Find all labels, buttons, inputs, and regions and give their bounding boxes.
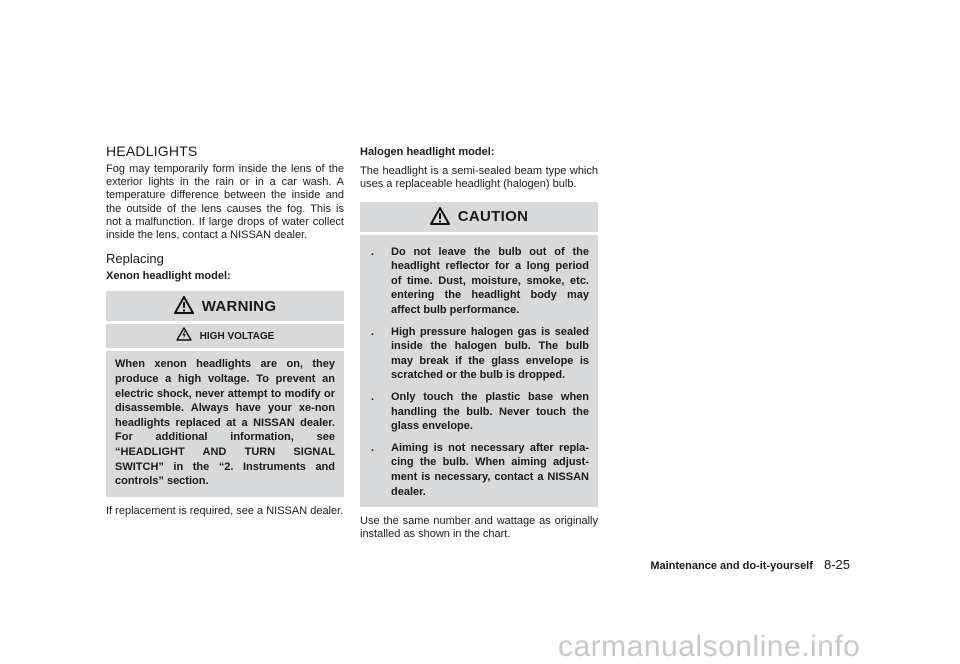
bullet: .: [371, 441, 375, 454]
caution-list: [369, 245, 589, 500]
halogen-intro: The headlight is a semi-sealed beam type which uses a replaceable headlight (halogen) bulb.: [360, 165, 598, 191]
caution-title: CAUTION: [457, 208, 529, 225]
caution-triangle-icon: [430, 207, 450, 227]
caution-item: . Only touch the plastic base when handling the bulb. Never touch the glass envelope.: [371, 390, 589, 433]
halogen-heading: Halogen headlight model:: [360, 146, 495, 158]
footer-section-title: Maintenance and do-it-yourself: [650, 560, 813, 572]
replacing-subheading: Replacing: [106, 251, 164, 267]
caution-item: . Aiming is not necessary after repla-cing the bulb. When aiming adjust-ment is necessary, contact a NISSAN dealer.: [371, 441, 589, 498]
right-column: [360, 140, 598, 542]
high-voltage-header: [106, 324, 344, 348]
caution-item: . Do not leave the bulb out of the headlight reflector for a long period of time. Dust, moisture, smoke, etc. entering the headlight body may affect bulb performance.: [371, 245, 589, 316]
bullet: .: [371, 245, 375, 258]
warning-title: WARNING: [201, 297, 277, 315]
page-number: 8-25: [823, 557, 850, 572]
bullet: .: [371, 390, 375, 403]
caution-item: . High pressure halogen gas is sealed inside the halogen bulb. The bulb may break if the glass envelope is scratched or the bulb is dropped.: [371, 325, 589, 382]
high-voltage-label: HIGH VOLTAGE: [199, 330, 275, 342]
high-voltage-icon: [176, 327, 192, 345]
bullet: .: [371, 325, 375, 338]
xenon-heading: Xenon headlight model:: [106, 270, 231, 283]
replacement-note: If replacement is required, see a NISSAN dealer.: [106, 504, 344, 517]
watermark: carmanualsonline.info: [558, 630, 861, 663]
warning-body: When xenon headlights are on, they produce a high voltage. To prevent an electric shock, never attempt to modify or disassemble. Always have your xe-non headlights replaced at a NISSAN dealer. For additional information, see “HEADLIGHT AND TURN SIGNAL SWITCH” in the “2. Instruments and controls” section.: [106, 351, 344, 496]
page-footer: [650, 557, 850, 572]
fog-paragraph: Fog may temporarily form inside the lens of the exterior lights in the rain or in a car wash. A temperature difference between the inside and the outside of the lens causes the fog. This is not a malfunction. If large drops of water collect inside the lens, contact a NISSAN dealer.: [106, 163, 344, 242]
warning-triangle-icon: [174, 296, 194, 316]
section-heading: HEADLIGHTS: [106, 143, 198, 159]
left-column: [106, 140, 344, 518]
caution-body: [360, 235, 598, 508]
closing-paragraph: Use the same number and wattage as originally installed as shown in the chart.: [360, 515, 598, 541]
caution-header: [360, 202, 598, 232]
warning-header: [106, 291, 344, 321]
